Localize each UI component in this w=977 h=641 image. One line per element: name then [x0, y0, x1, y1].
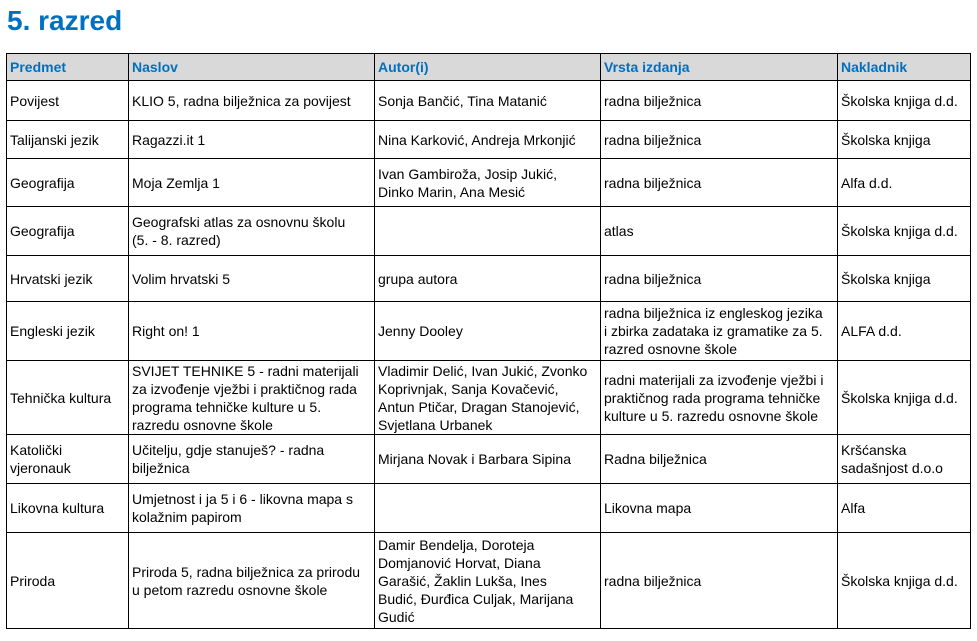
table-header-row — [7, 54, 971, 81]
cell-title: Moja Zemlja 1 — [129, 159, 375, 207]
cell-subject: Priroda — [7, 533, 129, 629]
cell-edition-type: radna bilježnica iz engleskog jezika i zbirka zadataka iz gramatike za 5. razred osnovne škole — [601, 302, 838, 361]
cell-title: SVIJET TEHNIKE 5 - radni materijali za izvođenje vježbi i praktičnog rada programa tehničke kulture u 5. razredu osnovne škole — [129, 361, 375, 435]
header-subject: Predmet — [7, 54, 129, 81]
cell-title: Right on! 1 — [129, 302, 375, 361]
header-publisher: Nakladnik — [838, 54, 971, 81]
cell-authors: Ivan Gambiroža, Josip Jukić, Dinko Marin, Ana Mesić — [375, 159, 601, 207]
cell-publisher: Školska knjiga d.d. — [838, 207, 971, 256]
cell-subject: Geografija — [7, 159, 129, 207]
cell-subject: Likovna kultura — [7, 484, 129, 533]
cell-edition-type: radna bilježnica — [601, 121, 838, 159]
cell-authors: Damir Bendelja, Doroteja Domjanović Horvat, Diana Garašić, Žaklin Lukša, Ines Budić, Đurđica Culjak, Marijana Gudić — [375, 533, 601, 629]
cell-authors: Mirjana Novak i Barbara Sipina — [375, 435, 601, 484]
cell-publisher: Alfa d.d. — [838, 159, 971, 207]
cell-edition-type: Likovna mapa — [601, 484, 838, 533]
cell-title: Umjetnost i ja 5 i 6 - likovna mapa s kolažnim papirom — [129, 484, 375, 533]
cell-subject: Povijest — [7, 81, 129, 121]
cell-publisher: Školska knjiga d.d. — [838, 361, 971, 435]
cell-title: Geografski atlas za osnovnu školu (5. - 8. razred) — [129, 207, 375, 256]
page-title: 5. razred — [7, 5, 123, 36]
cell-publisher: ALFA d.d. — [838, 302, 971, 361]
cell-edition-type: radna bilježnica — [601, 81, 838, 121]
cell-subject: Engleski jezik — [7, 302, 129, 361]
cell-subject: Hrvatski jezik — [7, 256, 129, 302]
table-row — [7, 484, 971, 533]
cell-title: KLIO 5, radna bilježnica za povijest — [129, 81, 375, 121]
cell-authors: Jenny Dooley — [375, 302, 601, 361]
table-row — [7, 159, 971, 207]
cell-subject: Katolički vjeronauk — [7, 435, 129, 484]
cell-title: Ragazzi.it 1 — [129, 121, 375, 159]
cell-publisher: Školska knjiga d.d. — [838, 533, 971, 629]
header-edition-type: Vrsta izdanja — [601, 54, 838, 81]
cell-authors — [375, 207, 601, 256]
cell-edition-type: radni materijali za izvođenje vježbi i praktičnog rada programa tehničke kulture u 5. razredu osnovne škole — [601, 361, 838, 435]
cell-publisher: Školska knjiga d.d. — [838, 81, 971, 121]
table-row — [7, 121, 971, 159]
table-row — [7, 207, 971, 256]
cell-title: Priroda 5, radna bilježnica za prirodu u petom razredu osnovne škole — [129, 533, 375, 629]
table-row — [7, 81, 971, 121]
header-authors: Autor(i) — [375, 54, 601, 81]
cell-publisher: Školska knjiga — [838, 121, 971, 159]
cell-publisher: Alfa — [838, 484, 971, 533]
cell-edition-type: atlas — [601, 207, 838, 256]
cell-title: Učitelju, gdje stanuješ? - radna bilježnica — [129, 435, 375, 484]
cell-edition-type: radna bilježnica — [601, 159, 838, 207]
table-row — [7, 435, 971, 484]
textbook-table — [6, 53, 971, 629]
cell-edition-type: Radna bilježnica — [601, 435, 838, 484]
table-row — [7, 256, 971, 302]
cell-authors: Nina Karković, Andreja Mrkonjić — [375, 121, 601, 159]
cell-subject: Tehnička kultura — [7, 361, 129, 435]
header-title: Naslov — [129, 54, 375, 81]
cell-authors: grupa autora — [375, 256, 601, 302]
cell-publisher: Školska knjiga — [838, 256, 971, 302]
table-row — [7, 302, 971, 361]
cell-title: Volim hrvatski 5 — [129, 256, 375, 302]
table-row — [7, 533, 971, 629]
cell-authors: Vladimir Delić, Ivan Jukić, Zvonko Koprivnjak, Sanja Kovačević, Antun Ptičar, Dragan Stanojević, Svjetlana Urbanek — [375, 361, 601, 435]
cell-edition-type: radna bilježnica — [601, 533, 838, 629]
cell-authors: Sonja Bančić, Tina Matanić — [375, 81, 601, 121]
cell-edition-type: radna bilježnica — [601, 256, 838, 302]
cell-authors — [375, 484, 601, 533]
cell-subject: Geografija — [7, 207, 129, 256]
table-row — [7, 361, 971, 435]
cell-subject: Talijanski jezik — [7, 121, 129, 159]
cell-publisher: Kršćanska sadašnjost d.o.o — [838, 435, 971, 484]
